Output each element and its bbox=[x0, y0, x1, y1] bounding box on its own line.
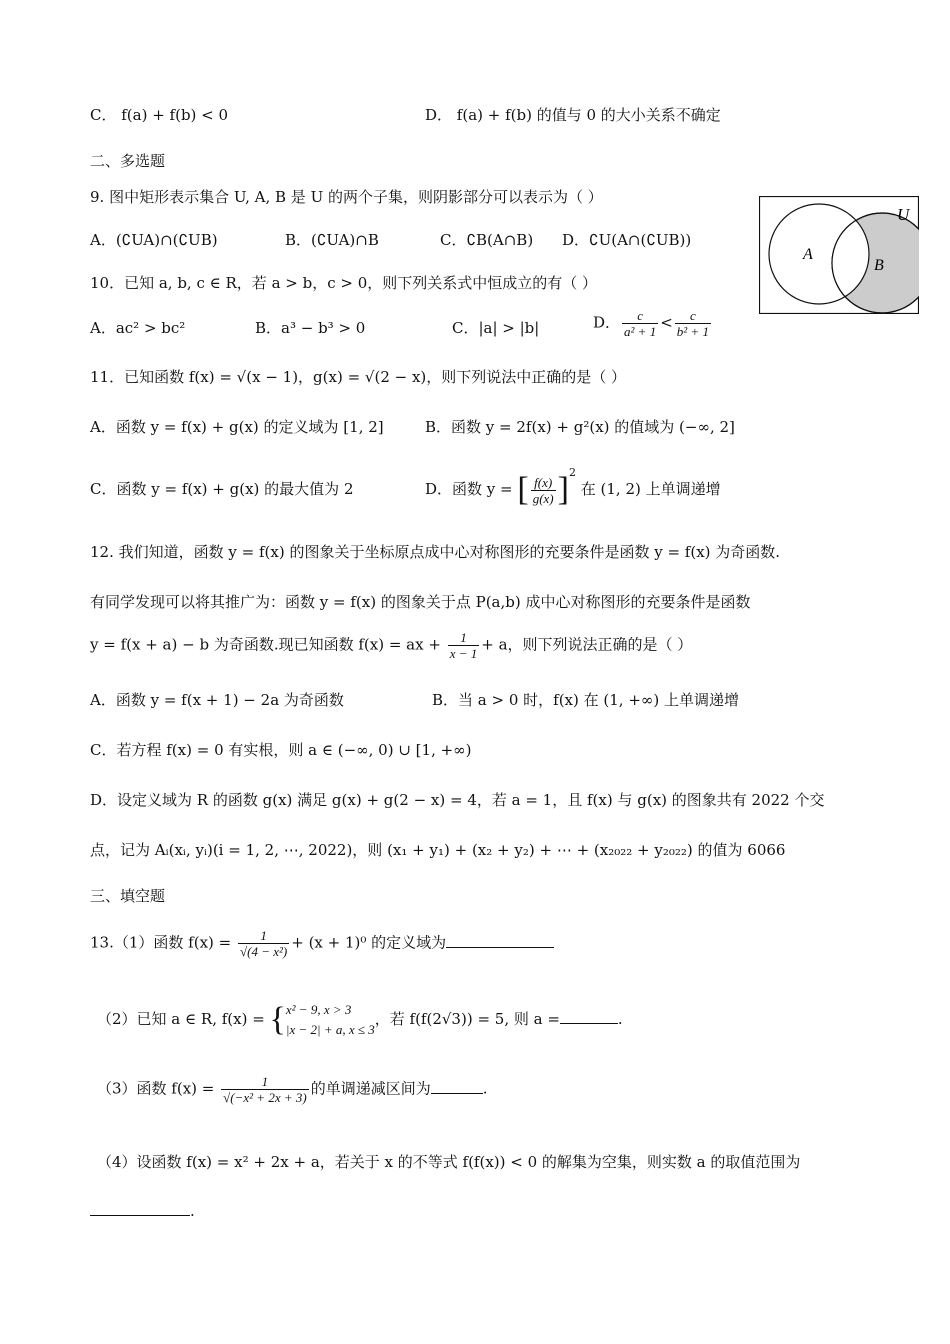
q11-option-d: D．函数 y = [ $\frac{f(x)}{g(x)}$ ]$^2$ 在 (1, 2) 上单调递增 bbox=[425, 466, 721, 508]
q13-p3-fraction: $\frac{1}{\text{√(−x² + 2x + 3)}}$ bbox=[223, 1074, 307, 1105]
q12-option-d-line-1: D．设定义域为 R 的函数 g(x) 满足 g(x) + g(2 − x) = 4，若 a = 1，且 f(x) 与 g(x) 的图象共有 2022 个交 bbox=[90, 791, 825, 809]
q13-part-2: （2）已知 a ∈ R, f(x) = { x² − 9, x > 3 |x − 2| + a, x ≤ 3 ，若 f(f(2√3)) = 5, 则 a = . bbox=[97, 1001, 623, 1038]
q10-d-fraction-2: $\frac{c}{\text{b² + 1}}$ bbox=[676, 308, 709, 339]
q13-part-3: （3）函数 f(x) = $\frac{1}{\text{√(−x² + 2x + 3)}}$ 的单调递减区间为 . bbox=[97, 1074, 488, 1105]
q9-stem: 9. 图中矩形表示集合 U, A, B 是 U 的两个子集，则阴影部分可以表示为（ ） bbox=[90, 188, 603, 206]
q12-option-d-line-2: 点，记为 Aᵢ(xᵢ, yᵢ)(i = 1, 2, ⋯, 2022)，则 (x₁ + y₁) + (x₂ + y₂) + ⋯ + (x₂₀₂₂ + y₂₀₂₂) 的值为 6066 bbox=[90, 841, 786, 859]
q11-option-a: A．函数 y = f(x) + g(x) 的定义域为 [1, 2] bbox=[90, 418, 384, 436]
q11-option-b: B．函数 y = 2f(x) + g²(x) 的值域为 (−∞, 2] bbox=[425, 418, 735, 436]
q13-part-4: （4）设函数 f(x) = x² + 2x + a，若关于 x 的不等式 f(f(x)) < 0 的解集为空集，则实数 a 的取值范围为 bbox=[97, 1153, 801, 1171]
q12-line-1: 12. 我们知道，函数 y = f(x) 的图象关于坐标原点成中心对称图形的充要条件是函数 y = f(x) 为奇函数. bbox=[90, 543, 781, 561]
section-heading-fill-in: 三、填空题 bbox=[90, 887, 166, 905]
q13-part-1: 13.（1）函数 f(x) = $\frac{1}{\text{√(4 − x²)}}$ + (x + 1)⁰ 的定义域为 bbox=[90, 928, 554, 959]
q13-p1-fraction: $\frac{1}{\text{√(4 − x²)}}$ bbox=[240, 928, 288, 959]
q13-p4-answer-line: . bbox=[90, 1199, 195, 1222]
q10-option-b: B．a³ − b³ > 0 bbox=[255, 319, 366, 337]
q13-p3-answer-blank[interactable] bbox=[431, 1077, 483, 1094]
q13-p2-piecewise: x² − 9, x > 3 |x − 2| + a, x ≤ 3 bbox=[285, 1002, 375, 1037]
q9-option-c: C．∁B(A∩B) bbox=[440, 231, 534, 249]
q10-option-c: C．|a| > |b| bbox=[452, 319, 540, 337]
q12-line-3: y = f(x + a) − b 为奇函数.现已知函数 f(x) = ax + $\frac{1}{x - 1}$ + a，则下列说法正确的是（ ） bbox=[90, 630, 693, 661]
q13-p2-answer-blank[interactable] bbox=[560, 1007, 618, 1024]
q9-option-b: B．(∁UA)∩B bbox=[285, 231, 379, 249]
q10-option-a: A．ac² > bc² bbox=[90, 319, 186, 337]
venn-label-u: U bbox=[897, 205, 910, 224]
q9-option-a: A．(∁UA)∩(∁UB) bbox=[90, 231, 218, 249]
q12-option-c: C．若方程 f(x) = 0 有实根，则 a ∈ (−∞, 0) ∪ [1, +∞) bbox=[90, 741, 472, 759]
q12-option-a: A．函数 y = f(x + 1) − 2a 为奇函数 bbox=[90, 691, 344, 709]
q8-option-c: C． f(a) + f(b) < 0 bbox=[90, 106, 229, 124]
q11-option-c: C．函数 y = f(x) + g(x) 的最大值为 2 bbox=[90, 480, 354, 498]
q12-option-b: B．当 a > 0 时，f(x) 在 (1, +∞) 上单调递增 bbox=[432, 691, 740, 709]
q8-option-d: D． f(a) + f(b) 的值与 0 的大小关系不确定 bbox=[425, 106, 721, 124]
venn-diagram bbox=[759, 196, 919, 314]
q10-stem: 10．已知 a, b, c ∈ R，若 a > b，c > 0，则下列关系式中恒成立的有（ ） bbox=[90, 274, 598, 292]
q12-fraction: $\frac{1}{x - 1}$ bbox=[449, 630, 478, 661]
q11-d-fraction: $\frac{f(x)}{g(x)}$ bbox=[532, 474, 554, 506]
section-heading-multiple-choice: 二、多选题 bbox=[90, 152, 166, 170]
q10-d-fraction-1: $\frac{c}{\text{a² + 1}}$ bbox=[624, 308, 657, 339]
venn-label-a: A bbox=[803, 246, 813, 263]
q13-p4-answer-blank[interactable] bbox=[90, 1199, 190, 1216]
q13-p1-answer-blank[interactable] bbox=[446, 931, 554, 948]
q12-line-2: 有同学发现可以将其推广为：函数 y = f(x) 的图象关于点 P(a,b) 成中心对称图形的充要条件是函数 bbox=[90, 593, 751, 611]
q9-option-d: D．∁U(A∩(∁UB)) bbox=[562, 231, 692, 249]
venn-label-b: B bbox=[874, 257, 884, 274]
q10-option-d: D． $\frac{c}{\text{a² + 1}}$ < $\frac{c}{\text{b² + 1}}$ bbox=[593, 308, 709, 339]
q11-stem: 11．已知函数 f(x) = √(x − 1)，g(x) = √(2 − x)，则下列说法中正确的是（ ） bbox=[90, 368, 627, 386]
